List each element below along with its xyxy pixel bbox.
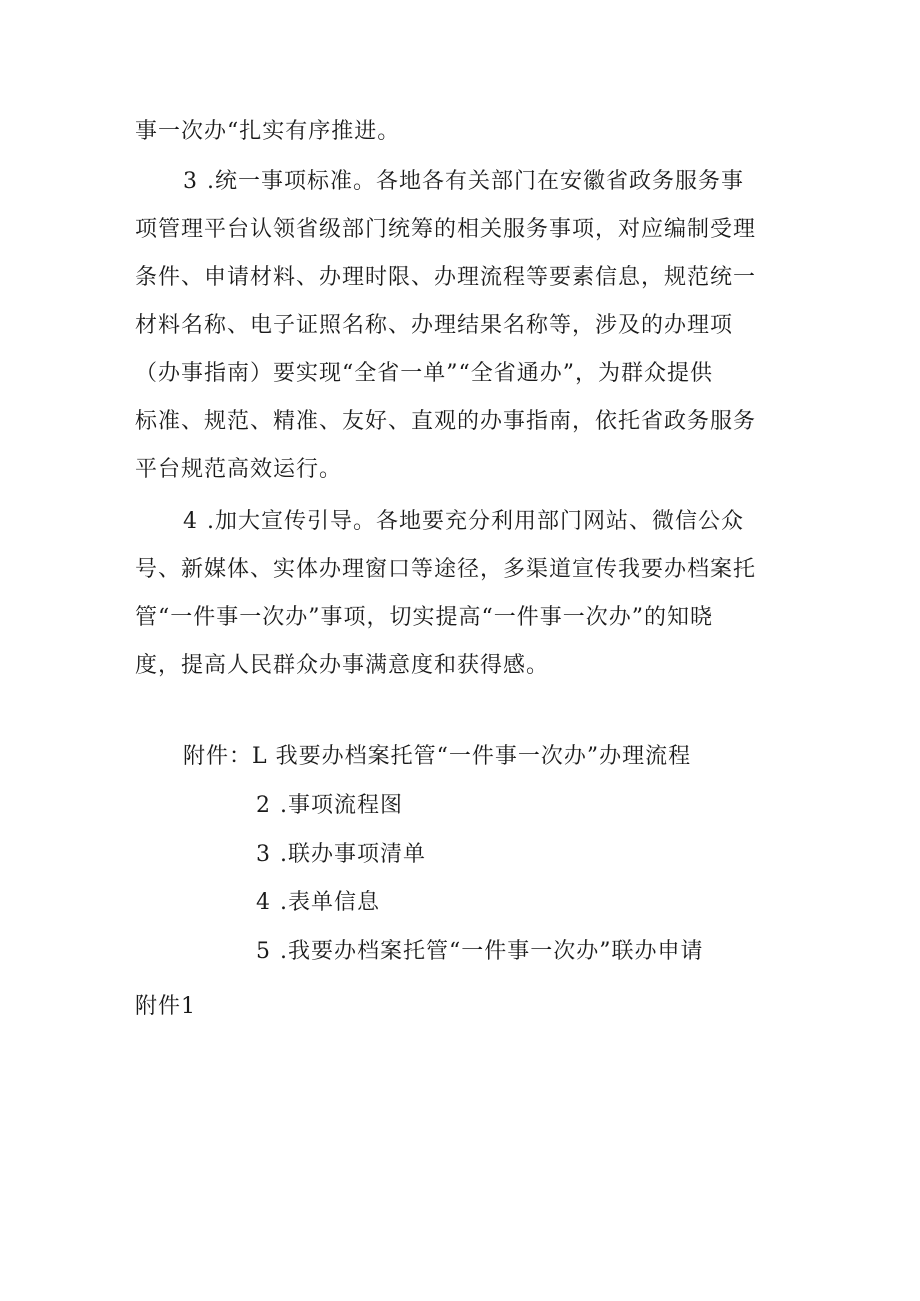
attachment-5-text: .我要办档案托管“一件事一次办”联办申请 — [280, 939, 704, 964]
section3-line — [135, 215, 756, 245]
attachment-item-1 — [183, 742, 691, 772]
section3-line — [135, 311, 733, 341]
attachment-3-number: 3 — [256, 842, 272, 867]
section4-line-0: 各地要充分利用部门网站、微信公众 — [376, 509, 745, 534]
attachment-item-3 — [256, 840, 426, 870]
section3-line-1: 项管理平台认领省级部门统筹的相关服务事项，对应编制受理 — [135, 217, 757, 242]
section4-line — [135, 603, 713, 633]
section3-line — [135, 263, 756, 293]
attachment-1-number: L — [252, 744, 268, 769]
section3-line — [135, 407, 756, 437]
attachment-4-text: .表单信息 — [280, 890, 380, 915]
footer-attachment-label — [135, 992, 196, 1022]
attachment-item-2 — [256, 791, 403, 821]
section4-line-1: 号、新媒体、实体办理窗口等途径，多渠道宣传我要办档案托 — [135, 557, 757, 582]
section3-line-2: 条件、申请材料、办理时限、办理流程等要素信息，规范统一 — [135, 265, 757, 290]
section4-line — [135, 651, 549, 681]
attachments-label: 附件： — [183, 744, 253, 769]
attachment-item-4 — [256, 888, 380, 918]
section4-line — [135, 555, 756, 585]
section3-number: 3 — [183, 169, 199, 194]
section4-line-2: 管“一件事一次办”事项，切实提高“一件事一次办”的知晓 — [135, 605, 713, 630]
section4-line-3: 度，提高人民群众办事满意度和获得感。 — [135, 653, 550, 678]
section3-heading-line — [183, 167, 744, 197]
footer-label: 附件1 — [135, 994, 196, 1019]
section4-heading: .加大宣传引导。 — [207, 509, 376, 534]
attachment-item-5 — [256, 937, 704, 967]
section3-line-3: 材料名称、电子证照名称、办理结果名称等，涉及的办理项 — [135, 313, 734, 338]
attachment-3-text: .联办事项清单 — [280, 842, 426, 867]
section3-heading: .统一事项标准。 — [207, 169, 376, 194]
section3-line — [135, 455, 342, 485]
attachment-2-text: .事项流程图 — [280, 793, 403, 818]
attachment-4-number: 4 — [256, 890, 272, 915]
section4-heading-line — [183, 507, 744, 537]
section3-line — [135, 359, 713, 389]
section3-line-0: 各地各有关部门在安徽省政务服务事 — [376, 169, 745, 194]
attachment-2-number: 2 — [256, 793, 272, 818]
section3-line-5: 标准、规范、精准、友好、直观的办事指南，依托省政务服务 — [135, 409, 757, 434]
section3-line-4: （办事指南）要实现“全省一单”“全省通办”，为群众提供 — [135, 361, 713, 386]
carryover-text: 事一次办“扎实有序推进。 — [135, 119, 401, 144]
section4-number: 4 — [183, 509, 199, 534]
attachment-1-text: 我要办档案托管“一件事一次办”办理流程 — [275, 744, 692, 769]
paragraph-carryover-line — [135, 117, 400, 147]
attachment-5-number: 5 — [256, 939, 272, 964]
section3-line-6: 平台规范高效运行。 — [135, 457, 343, 482]
